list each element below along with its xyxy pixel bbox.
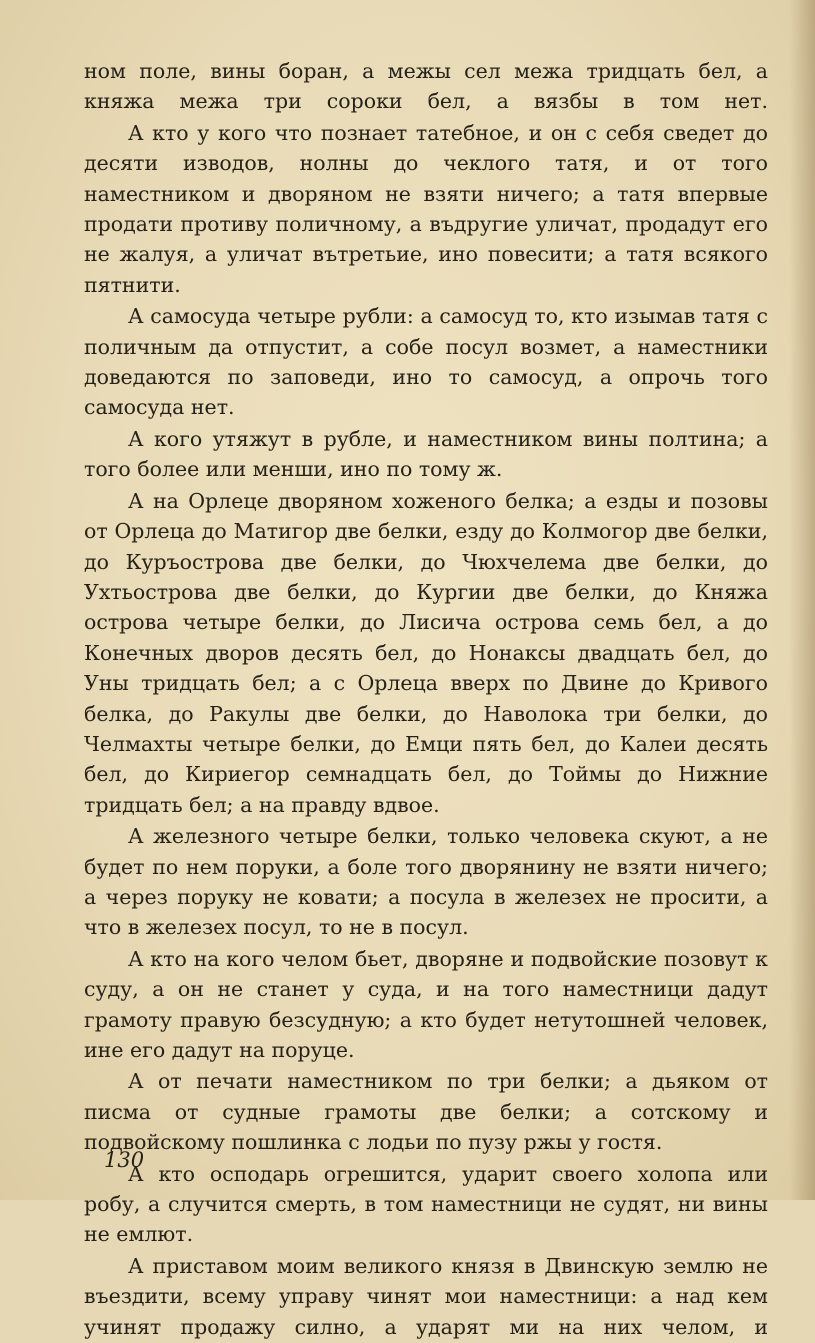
paragraph-8: А от печати наместником по три белки; а дьяком от писма от судные грамоты две белки; а сотскому и подвойскому пошлинка с лодьи по пузу ржы у гостя.	[84, 1069, 768, 1155]
paragraph-2: А кто у кого что познает татебное, и он с себя сведет до десяти изводов, нолны до чеклого татя, и от того наместником и дворяном не взяти ничего; а татя впервые продати противу поличному, а въдругие уличат, продадут его не жалуя, а уличат вътретьие, ино повесити; а татя всякого пятнити.	[84, 120, 768, 297]
paragraph-10: А приставом моим великого князя в Двинскую землю не въездити, всему управу чинят мои наместници: а над кем учинят продажу силно, а ударят ми на них челом, и	[84, 1253, 768, 1339]
paragraph-9: А кто осподарь огрешится, ударит своего холопа или робу, а случится смерть, в том наместници не судят, ни вины не емлют.	[84, 1161, 768, 1247]
paragraph-7: А кто на кого челом бьет, дворяне и подвойские позовут к суду, а он не станет у суда, и на того наместници дадут грамоту правую безсудную; а кто будет нетутошней человек, ине его дадут на поруце.	[84, 946, 768, 1062]
paragraph-3: А самосуда четыре рубли: а самосуд то, кто изымав татя с поличным да отпустит, а собе посул возмет, а наместники доведаются по заповеди, ино то самосуд, а опрочь того самосуда нет.	[84, 304, 768, 420]
paragraph-6: А железного четыре белки, только человека скуют, а не будет по нем поруки, а боле того дворянину не взяти ничего; а через поруку не ковати; а посула в железех не просити, а что в железех посул, то не в посул.	[84, 824, 768, 940]
paragraph-5: А на Орлеце дворяном хоженого белка; а езды и позовы от Орлеца до Матигор две белки, езду до Колмогор две белки, до Куръострова две белки, до Чюхчелема две белки, до Ухтьострова две белки, до Кургии две белки, до Княжа острова четыре белки, до Лисича острова семь бел, а до Конечных дворов десять бел, до Нонаксы двадцать бел, до Уны тридцать бел; а с Орлеца вверх по Двине до Кривого белка, до Ракулы две белки, до Наволока три белки, до Челмахты четыре белки, до Емци пять бел, до Калеи десять бел, до Кириегор семнадцать бел, до Тоймы до Нижние тридцать бел; а на правду вдвое.	[84, 488, 768, 817]
page-edge-shadow	[789, 0, 815, 1200]
page-text	[84, 56, 768, 1343]
paragraph-4: А кого утяжут в рубле, и наместником вины полтина; а того более или менши, ино по тому ж.	[84, 426, 768, 482]
page-number: 130	[104, 1148, 145, 1172]
paragraph-1: ном поле, вины боран, а межы сел межа тридцать бел, а княжа межа три сороки бел, а вязбы в том нет.	[84, 59, 768, 114]
